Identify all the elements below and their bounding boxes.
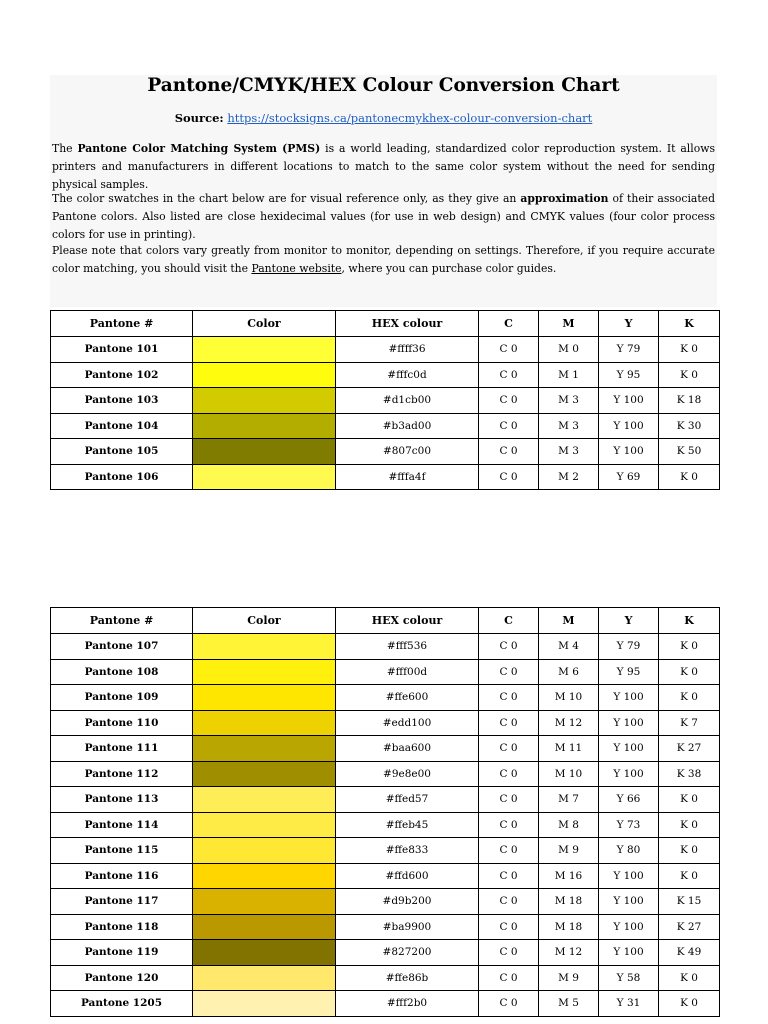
- pantone-name-cell: Pantone 108: [51, 659, 193, 685]
- header-y: Y: [599, 311, 659, 337]
- hex-cell: #d9b200: [336, 889, 479, 915]
- table-header-row: [51, 311, 720, 337]
- table-row: [51, 413, 720, 439]
- swatch-fill: [193, 864, 335, 889]
- hex-cell: #edd100: [336, 710, 479, 736]
- hex-cell: #fff00d: [336, 659, 479, 685]
- header-k: K: [659, 311, 720, 337]
- hex-cell: #ffed57: [336, 787, 479, 813]
- magenta-cell: M 5: [539, 991, 599, 1017]
- cyan-cell: C 0: [479, 787, 539, 813]
- yellow-cell: Y 100: [599, 710, 659, 736]
- color-swatch: [193, 736, 336, 762]
- hex-cell: #ba9900: [336, 914, 479, 940]
- p3-text-end: , where you can purchase color guides.: [341, 262, 557, 275]
- color-table-1: [50, 310, 720, 490]
- black-cell: K 0: [659, 812, 720, 838]
- black-cell: K 0: [659, 464, 720, 490]
- pantone-name-cell: Pantone 102: [51, 362, 193, 388]
- magenta-cell: M 3: [539, 413, 599, 439]
- swatch-fill: [193, 915, 335, 940]
- header-k: K: [659, 608, 720, 634]
- header-m: M: [539, 311, 599, 337]
- source-label: Source:: [174, 111, 224, 125]
- table-row: [51, 914, 720, 940]
- table-row: [51, 787, 720, 813]
- cyan-cell: C 0: [479, 736, 539, 762]
- swatch-fill: [193, 337, 335, 362]
- black-cell: K 0: [659, 634, 720, 660]
- pantone-name-cell: Pantone 111: [51, 736, 193, 762]
- black-cell: K 38: [659, 761, 720, 787]
- yellow-cell: Y 100: [599, 889, 659, 915]
- yellow-cell: Y 79: [599, 337, 659, 363]
- pantone-name-cell: Pantone 104: [51, 413, 193, 439]
- swatch-fill: [193, 634, 335, 659]
- hex-cell: #fff2b0: [336, 991, 479, 1017]
- color-swatch: [193, 362, 336, 388]
- cyan-cell: C 0: [479, 388, 539, 414]
- pantone-name-cell: Pantone 120: [51, 965, 193, 991]
- cyan-cell: C 0: [479, 362, 539, 388]
- table-row: [51, 812, 720, 838]
- header-pantone: Pantone #: [51, 311, 193, 337]
- swatch-fill: [193, 762, 335, 787]
- magenta-cell: M 0: [539, 337, 599, 363]
- cyan-cell: C 0: [479, 863, 539, 889]
- pantone-name-cell: Pantone 1205: [51, 991, 193, 1017]
- black-cell: K 18: [659, 388, 720, 414]
- table-row: [51, 634, 720, 660]
- header-hex: HEX colour: [336, 608, 479, 634]
- black-cell: K 0: [659, 787, 720, 813]
- pantone-name-cell: Pantone 114: [51, 812, 193, 838]
- pantone-name-cell: Pantone 107: [51, 634, 193, 660]
- table-header-row: [51, 608, 720, 634]
- magenta-cell: M 7: [539, 787, 599, 813]
- color-swatch: [193, 659, 336, 685]
- swatch-fill: [193, 991, 335, 1016]
- color-swatch: [193, 761, 336, 787]
- black-cell: K 0: [659, 965, 720, 991]
- p2-bold: approximation: [520, 192, 609, 205]
- swatch-fill: [193, 966, 335, 991]
- hex-cell: #ffe600: [336, 685, 479, 711]
- header-pantone: Pantone #: [51, 608, 193, 634]
- magenta-cell: M 18: [539, 914, 599, 940]
- cyan-cell: C 0: [479, 634, 539, 660]
- swatch-fill: [193, 940, 335, 965]
- black-cell: K 0: [659, 991, 720, 1017]
- header-m: M: [539, 608, 599, 634]
- color-swatch: [193, 685, 336, 711]
- p3-text-start: Please note that colors vary greatly from monitor to monitor, depending on settings. Therefore, if you require accurate color matching, you should visit the: [52, 244, 715, 275]
- hex-cell: #fff536: [336, 634, 479, 660]
- swatch-fill: [193, 685, 335, 710]
- paragraph-pms: [52, 140, 715, 194]
- yellow-cell: Y 100: [599, 761, 659, 787]
- swatch-fill: [193, 838, 335, 863]
- hex-cell: #ffe86b: [336, 965, 479, 991]
- yellow-cell: Y 100: [599, 413, 659, 439]
- table-row: [51, 464, 720, 490]
- p1-text-start: The: [52, 142, 78, 155]
- header-color: Color: [193, 311, 336, 337]
- pantone-name-cell: Pantone 119: [51, 940, 193, 966]
- hex-cell: #807c00: [336, 439, 479, 465]
- yellow-cell: Y 66: [599, 787, 659, 813]
- cyan-cell: C 0: [479, 685, 539, 711]
- pantone-name-cell: Pantone 118: [51, 914, 193, 940]
- color-swatch: [193, 413, 336, 439]
- black-cell: K 0: [659, 659, 720, 685]
- swatch-fill: [193, 813, 335, 838]
- magenta-cell: M 12: [539, 710, 599, 736]
- black-cell: K 0: [659, 362, 720, 388]
- p1-text-end: is a world leading, standardized color reproduction system. It allows printers and manufacturers in different locations to match to the same color system without the need for sending physical samples.: [52, 142, 715, 191]
- cyan-cell: C 0: [479, 761, 539, 787]
- magenta-cell: M 10: [539, 761, 599, 787]
- p2-text-end: of their associated Pantone colors. Also listed are close hexidecimal values (for use in web design) and CMYK values (four color process colors for use in printing).: [52, 192, 715, 241]
- color-swatch: [193, 889, 336, 915]
- yellow-cell: Y 100: [599, 736, 659, 762]
- swatch-fill: [193, 787, 335, 812]
- pantone-name-cell: Pantone 115: [51, 838, 193, 864]
- swatch-fill: [193, 736, 335, 761]
- table-row: [51, 439, 720, 465]
- magenta-cell: M 12: [539, 940, 599, 966]
- color-swatch: [193, 388, 336, 414]
- magenta-cell: M 9: [539, 965, 599, 991]
- hex-cell: #baa600: [336, 736, 479, 762]
- cyan-cell: C 0: [479, 965, 539, 991]
- black-cell: K 0: [659, 838, 720, 864]
- yellow-cell: Y 31: [599, 991, 659, 1017]
- page-title: Pantone/CMYK/HEX Colour Conversion Chart: [147, 75, 620, 96]
- source-line: [50, 111, 717, 125]
- color-swatch: [193, 337, 336, 363]
- magenta-cell: M 4: [539, 634, 599, 660]
- source-link[interactable]: https://stocksigns.ca/pantonecmykhex-colour-conversion-chart: [227, 111, 593, 125]
- table-row: [51, 761, 720, 787]
- color-swatch: [193, 710, 336, 736]
- magenta-cell: M 3: [539, 439, 599, 465]
- pantone-name-cell: Pantone 105: [51, 439, 193, 465]
- pantone-name-cell: Pantone 101: [51, 337, 193, 363]
- color-swatch: [193, 965, 336, 991]
- color-swatch: [193, 991, 336, 1017]
- swatch-fill: [193, 660, 335, 685]
- color-swatch: [193, 940, 336, 966]
- cyan-cell: C 0: [479, 991, 539, 1017]
- table-row: [51, 362, 720, 388]
- yellow-cell: Y 95: [599, 362, 659, 388]
- magenta-cell: M 2: [539, 464, 599, 490]
- yellow-cell: Y 95: [599, 659, 659, 685]
- color-table-2: [50, 607, 720, 1017]
- table-row: [51, 736, 720, 762]
- header-c: C: [479, 608, 539, 634]
- swatch-fill: [193, 465, 335, 490]
- p2-text-start: The color swatches in the chart below are for visual reference only, as they give an: [52, 192, 521, 205]
- hex-cell: #b3ad00: [336, 413, 479, 439]
- pantone-name-cell: Pantone 110: [51, 710, 193, 736]
- cyan-cell: C 0: [479, 914, 539, 940]
- swatch-fill: [193, 439, 335, 464]
- magenta-cell: M 1: [539, 362, 599, 388]
- cyan-cell: C 0: [479, 439, 539, 465]
- cyan-cell: C 0: [479, 659, 539, 685]
- hex-cell: #9e8e00: [336, 761, 479, 787]
- hex-cell: #ffeb45: [336, 812, 479, 838]
- cyan-cell: C 0: [479, 337, 539, 363]
- table-row: [51, 863, 720, 889]
- black-cell: K 27: [659, 914, 720, 940]
- pantone-name-cell: Pantone 109: [51, 685, 193, 711]
- table-row: [51, 388, 720, 414]
- black-cell: K 7: [659, 710, 720, 736]
- magenta-cell: M 11: [539, 736, 599, 762]
- black-cell: K 0: [659, 685, 720, 711]
- cyan-cell: C 0: [479, 889, 539, 915]
- yellow-cell: Y 100: [599, 388, 659, 414]
- swatch-fill: [193, 414, 335, 439]
- table-row: [51, 685, 720, 711]
- swatch-fill: [193, 711, 335, 736]
- color-swatch: [193, 812, 336, 838]
- color-swatch: [193, 634, 336, 660]
- table-row: [51, 659, 720, 685]
- pantone-name-cell: Pantone 113: [51, 787, 193, 813]
- yellow-cell: Y 69: [599, 464, 659, 490]
- color-swatch: [193, 439, 336, 465]
- table-row: [51, 889, 720, 915]
- magenta-cell: M 10: [539, 685, 599, 711]
- yellow-cell: Y 100: [599, 914, 659, 940]
- p1-bold: Pantone Color Matching System (PMS): [77, 142, 321, 155]
- hex-cell: #ffd600: [336, 863, 479, 889]
- yellow-cell: Y 100: [599, 863, 659, 889]
- color-swatch: [193, 464, 336, 490]
- header-color: Color: [193, 608, 336, 634]
- black-cell: K 0: [659, 337, 720, 363]
- yellow-cell: Y 100: [599, 685, 659, 711]
- intro-section: [50, 75, 717, 307]
- hex-cell: #ffe833: [336, 838, 479, 864]
- cyan-cell: C 0: [479, 812, 539, 838]
- pantone-name-cell: Pantone 116: [51, 863, 193, 889]
- yellow-cell: Y 58: [599, 965, 659, 991]
- hex-cell: #827200: [336, 940, 479, 966]
- black-cell: K 30: [659, 413, 720, 439]
- color-swatch: [193, 914, 336, 940]
- pantone-name-cell: Pantone 112: [51, 761, 193, 787]
- black-cell: K 27: [659, 736, 720, 762]
- cyan-cell: C 0: [479, 710, 539, 736]
- yellow-cell: Y 73: [599, 812, 659, 838]
- magenta-cell: M 9: [539, 838, 599, 864]
- table-row: [51, 337, 720, 363]
- cyan-cell: C 0: [479, 940, 539, 966]
- header-y: Y: [599, 608, 659, 634]
- paragraph-note: [52, 242, 715, 278]
- cyan-cell: C 0: [479, 464, 539, 490]
- black-cell: K 0: [659, 863, 720, 889]
- cyan-cell: C 0: [479, 413, 539, 439]
- hex-cell: #fffa4f: [336, 464, 479, 490]
- pantone-name-cell: Pantone 103: [51, 388, 193, 414]
- yellow-cell: Y 100: [599, 940, 659, 966]
- magenta-cell: M 18: [539, 889, 599, 915]
- color-swatch: [193, 787, 336, 813]
- black-cell: K 15: [659, 889, 720, 915]
- magenta-cell: M 3: [539, 388, 599, 414]
- swatch-fill: [193, 363, 335, 388]
- hex-cell: #d1cb00: [336, 388, 479, 414]
- yellow-cell: Y 79: [599, 634, 659, 660]
- table-row: [51, 965, 720, 991]
- pantone-website-link[interactable]: Pantone website: [251, 262, 342, 275]
- magenta-cell: M 8: [539, 812, 599, 838]
- black-cell: K 49: [659, 940, 720, 966]
- black-cell: K 50: [659, 439, 720, 465]
- hex-cell: #ffff36: [336, 337, 479, 363]
- yellow-cell: Y 100: [599, 439, 659, 465]
- cyan-cell: C 0: [479, 838, 539, 864]
- hex-cell: #fffc0d: [336, 362, 479, 388]
- table-row: [51, 991, 720, 1017]
- paragraph-swatches: [52, 190, 715, 244]
- yellow-cell: Y 80: [599, 838, 659, 864]
- magenta-cell: M 16: [539, 863, 599, 889]
- table-row: [51, 710, 720, 736]
- magenta-cell: M 6: [539, 659, 599, 685]
- header-c: C: [479, 311, 539, 337]
- header-hex: HEX colour: [336, 311, 479, 337]
- swatch-fill: [193, 889, 335, 914]
- pantone-name-cell: Pantone 106: [51, 464, 193, 490]
- table-row: [51, 838, 720, 864]
- table-row: [51, 940, 720, 966]
- color-swatch: [193, 838, 336, 864]
- pantone-name-cell: Pantone 117: [51, 889, 193, 915]
- color-swatch: [193, 863, 336, 889]
- swatch-fill: [193, 388, 335, 413]
